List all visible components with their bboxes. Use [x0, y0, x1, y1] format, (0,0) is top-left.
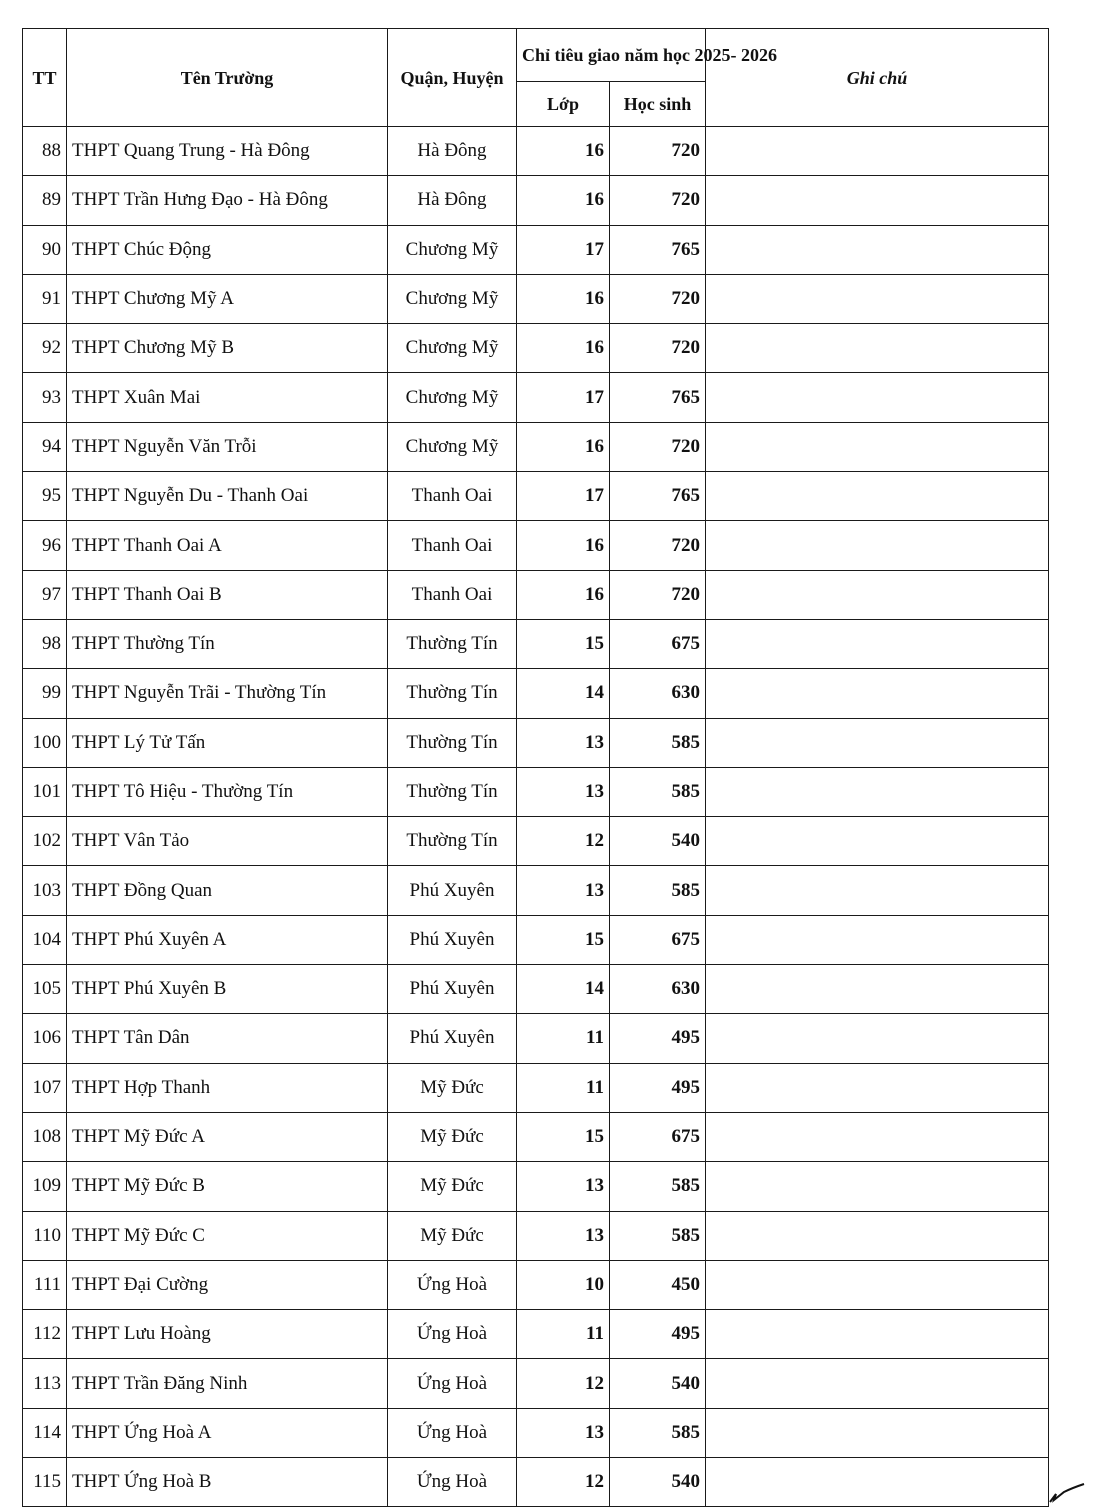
class-count: 13 [517, 1408, 610, 1457]
header-note: Ghi chú [706, 29, 1049, 127]
district-name: Ứng Hoà [388, 1260, 517, 1309]
row-number: 92 [23, 324, 67, 373]
table-row [23, 1359, 1049, 1408]
student-count: 720 [610, 127, 706, 176]
header-students: Học sinh [610, 82, 706, 127]
table-body [23, 127, 1049, 1507]
row-number: 115 [23, 1458, 67, 1507]
note-cell [706, 718, 1049, 767]
district-name: Phú Xuyên [388, 1014, 517, 1063]
school-name: THPT Tô Hiệu - Thường Tín [67, 767, 388, 816]
school-name: THPT Tân Dân [67, 1014, 388, 1063]
student-count: 585 [610, 718, 706, 767]
school-name: THPT Nguyễn Trãi - Thường Tín [67, 669, 388, 718]
table-row [23, 472, 1049, 521]
district-name: Mỹ Đức [388, 1162, 517, 1211]
row-number: 103 [23, 866, 67, 915]
school-name: THPT Chương Mỹ A [67, 274, 388, 323]
district-name: Chương Mỹ [388, 373, 517, 422]
note-cell [706, 767, 1049, 816]
class-count: 11 [517, 1310, 610, 1359]
row-number: 94 [23, 422, 67, 471]
note-cell [706, 274, 1049, 323]
class-count: 16 [517, 422, 610, 471]
row-number: 90 [23, 225, 67, 274]
note-cell [706, 176, 1049, 225]
row-number: 112 [23, 1310, 67, 1359]
student-count: 540 [610, 817, 706, 866]
table-row [23, 1014, 1049, 1063]
note-cell [706, 373, 1049, 422]
table-row [23, 570, 1049, 619]
district-name: Ứng Hoà [388, 1408, 517, 1457]
class-count: 11 [517, 1014, 610, 1063]
district-name: Mỹ Đức [388, 1063, 517, 1112]
class-count: 12 [517, 1458, 610, 1507]
class-count: 15 [517, 619, 610, 668]
note-cell [706, 1458, 1049, 1507]
class-count: 16 [517, 176, 610, 225]
class-count: 15 [517, 1112, 610, 1161]
district-name: Thường Tín [388, 619, 517, 668]
table-row [23, 619, 1049, 668]
table-row [23, 1458, 1049, 1507]
district-name: Thanh Oai [388, 521, 517, 570]
student-count: 765 [610, 225, 706, 274]
table-row [23, 866, 1049, 915]
note-cell [706, 570, 1049, 619]
row-number: 91 [23, 274, 67, 323]
student-count: 495 [610, 1310, 706, 1359]
student-count: 720 [610, 521, 706, 570]
class-count: 16 [517, 127, 610, 176]
header-quota: Chỉ tiêu giao năm học 2025- 2026 [517, 29, 706, 82]
table-row [23, 669, 1049, 718]
district-name: Phú Xuyên [388, 965, 517, 1014]
student-count: 720 [610, 324, 706, 373]
school-name: THPT Đồng Quan [67, 866, 388, 915]
student-count: 540 [610, 1359, 706, 1408]
row-number: 113 [23, 1359, 67, 1408]
class-count: 14 [517, 965, 610, 1014]
row-number: 97 [23, 570, 67, 619]
class-count: 12 [517, 817, 610, 866]
district-name: Chương Mỹ [388, 324, 517, 373]
class-count: 12 [517, 1359, 610, 1408]
note-cell [706, 1260, 1049, 1309]
note-cell [706, 619, 1049, 668]
row-number: 98 [23, 619, 67, 668]
row-number: 102 [23, 817, 67, 866]
class-count: 13 [517, 866, 610, 915]
school-name: THPT Lưu Hoàng [67, 1310, 388, 1359]
district-name: Mỹ Đức [388, 1211, 517, 1260]
note-cell [706, 1211, 1049, 1260]
row-number: 109 [23, 1162, 67, 1211]
district-name: Phú Xuyên [388, 915, 517, 964]
row-number: 89 [23, 176, 67, 225]
class-count: 13 [517, 1162, 610, 1211]
class-count: 16 [517, 324, 610, 373]
table-row [23, 521, 1049, 570]
note-cell [706, 127, 1049, 176]
signature-stroke-icon [1046, 1478, 1086, 1504]
school-name: THPT Quang Trung - Hà Đông [67, 127, 388, 176]
school-name: THPT Ứng Hoà A [67, 1408, 388, 1457]
row-number: 101 [23, 767, 67, 816]
school-name: THPT Nguyễn Du - Thanh Oai [67, 472, 388, 521]
school-name: THPT Đại Cường [67, 1260, 388, 1309]
student-count: 675 [610, 619, 706, 668]
row-number: 105 [23, 965, 67, 1014]
table-row [23, 1408, 1049, 1457]
table-row [23, 1112, 1049, 1161]
district-name: Thường Tín [388, 718, 517, 767]
row-number: 93 [23, 373, 67, 422]
header-district: Quận, Huyện [388, 29, 517, 127]
school-name: THPT Trần Hưng Đạo - Hà Đông [67, 176, 388, 225]
table-row [23, 1063, 1049, 1112]
row-number: 108 [23, 1112, 67, 1161]
class-count: 16 [517, 274, 610, 323]
student-count: 450 [610, 1260, 706, 1309]
row-number: 88 [23, 127, 67, 176]
table-row [23, 718, 1049, 767]
district-name: Ứng Hoà [388, 1310, 517, 1359]
enrollment-quota-table [22, 28, 1049, 1507]
district-name: Thanh Oai [388, 472, 517, 521]
note-cell [706, 521, 1049, 570]
district-name: Mỹ Đức [388, 1112, 517, 1161]
district-name: Thường Tín [388, 767, 517, 816]
district-name: Phú Xuyên [388, 866, 517, 915]
table-row [23, 1310, 1049, 1359]
student-count: 720 [610, 176, 706, 225]
class-count: 17 [517, 373, 610, 422]
note-cell [706, 472, 1049, 521]
school-name: THPT Thường Tín [67, 619, 388, 668]
table-row [23, 225, 1049, 274]
school-name: THPT Vân Tảo [67, 817, 388, 866]
class-count: 16 [517, 521, 610, 570]
school-name: THPT Phú Xuyên B [67, 965, 388, 1014]
school-name: THPT Lý Tử Tấn [67, 718, 388, 767]
note-cell [706, 915, 1049, 964]
school-name: THPT Thanh Oai B [67, 570, 388, 619]
header-classes: Lớp [517, 82, 610, 127]
student-count: 495 [610, 1014, 706, 1063]
row-number: 114 [23, 1408, 67, 1457]
school-name: THPT Mỹ Đức A [67, 1112, 388, 1161]
class-count: 17 [517, 472, 610, 521]
class-count: 13 [517, 767, 610, 816]
school-name: THPT Chúc Động [67, 225, 388, 274]
student-count: 720 [610, 422, 706, 471]
note-cell [706, 1014, 1049, 1063]
school-name: THPT Phú Xuyên A [67, 915, 388, 964]
student-count: 720 [610, 570, 706, 619]
class-count: 16 [517, 570, 610, 619]
note-cell [706, 324, 1049, 373]
document-page [22, 28, 1048, 1507]
school-name: THPT Thanh Oai A [67, 521, 388, 570]
table-row [23, 422, 1049, 471]
district-name: Thường Tín [388, 817, 517, 866]
student-count: 585 [610, 1408, 706, 1457]
table-row [23, 324, 1049, 373]
district-name: Ứng Hoà [388, 1458, 517, 1507]
table-row [23, 127, 1049, 176]
student-count: 585 [610, 866, 706, 915]
note-cell [706, 1310, 1049, 1359]
table-row [23, 767, 1049, 816]
student-count: 585 [610, 767, 706, 816]
class-count: 13 [517, 718, 610, 767]
class-count: 11 [517, 1063, 610, 1112]
student-count: 630 [610, 965, 706, 1014]
note-cell [706, 817, 1049, 866]
student-count: 495 [610, 1063, 706, 1112]
table-row [23, 817, 1049, 866]
table-row [23, 373, 1049, 422]
row-number: 104 [23, 915, 67, 964]
student-count: 765 [610, 472, 706, 521]
row-number: 106 [23, 1014, 67, 1063]
student-count: 585 [610, 1211, 706, 1260]
row-number: 96 [23, 521, 67, 570]
header-school-name: Tên Trường [67, 29, 388, 127]
school-name: THPT Nguyễn Văn Trỗi [67, 422, 388, 471]
district-name: Hà Đông [388, 176, 517, 225]
row-number: 95 [23, 472, 67, 521]
row-number: 111 [23, 1260, 67, 1309]
student-count: 540 [610, 1458, 706, 1507]
table-row [23, 274, 1049, 323]
student-count: 675 [610, 915, 706, 964]
row-number: 100 [23, 718, 67, 767]
class-count: 13 [517, 1211, 610, 1260]
row-number: 99 [23, 669, 67, 718]
table-row [23, 915, 1049, 964]
table-row [23, 1162, 1049, 1211]
school-name: THPT Trần Đăng Ninh [67, 1359, 388, 1408]
table-row [23, 176, 1049, 225]
note-cell [706, 1359, 1049, 1408]
school-name: THPT Hợp Thanh [67, 1063, 388, 1112]
table-row [23, 965, 1049, 1014]
school-name: THPT Mỹ Đức C [67, 1211, 388, 1260]
row-number: 110 [23, 1211, 67, 1260]
header-tt: TT [23, 29, 67, 127]
table-header [23, 29, 1049, 127]
class-count: 10 [517, 1260, 610, 1309]
class-count: 14 [517, 669, 610, 718]
class-count: 15 [517, 915, 610, 964]
note-cell [706, 866, 1049, 915]
note-cell [706, 422, 1049, 471]
table-row [23, 1211, 1049, 1260]
school-name: THPT Ứng Hoà B [67, 1458, 388, 1507]
note-cell [706, 669, 1049, 718]
class-count: 17 [517, 225, 610, 274]
note-cell [706, 1112, 1049, 1161]
school-name: THPT Chương Mỹ B [67, 324, 388, 373]
note-cell [706, 965, 1049, 1014]
student-count: 630 [610, 669, 706, 718]
student-count: 765 [610, 373, 706, 422]
district-name: Ứng Hoà [388, 1359, 517, 1408]
district-name: Thường Tín [388, 669, 517, 718]
student-count: 720 [610, 274, 706, 323]
school-name: THPT Xuân Mai [67, 373, 388, 422]
table-row [23, 1260, 1049, 1309]
district-name: Chương Mỹ [388, 274, 517, 323]
note-cell [706, 225, 1049, 274]
district-name: Hà Đông [388, 127, 517, 176]
district-name: Thanh Oai [388, 570, 517, 619]
student-count: 585 [610, 1162, 706, 1211]
student-count: 675 [610, 1112, 706, 1161]
note-cell [706, 1063, 1049, 1112]
note-cell [706, 1162, 1049, 1211]
district-name: Chương Mỹ [388, 225, 517, 274]
row-number: 107 [23, 1063, 67, 1112]
note-cell [706, 1408, 1049, 1457]
district-name: Chương Mỹ [388, 422, 517, 471]
school-name: THPT Mỹ Đức B [67, 1162, 388, 1211]
